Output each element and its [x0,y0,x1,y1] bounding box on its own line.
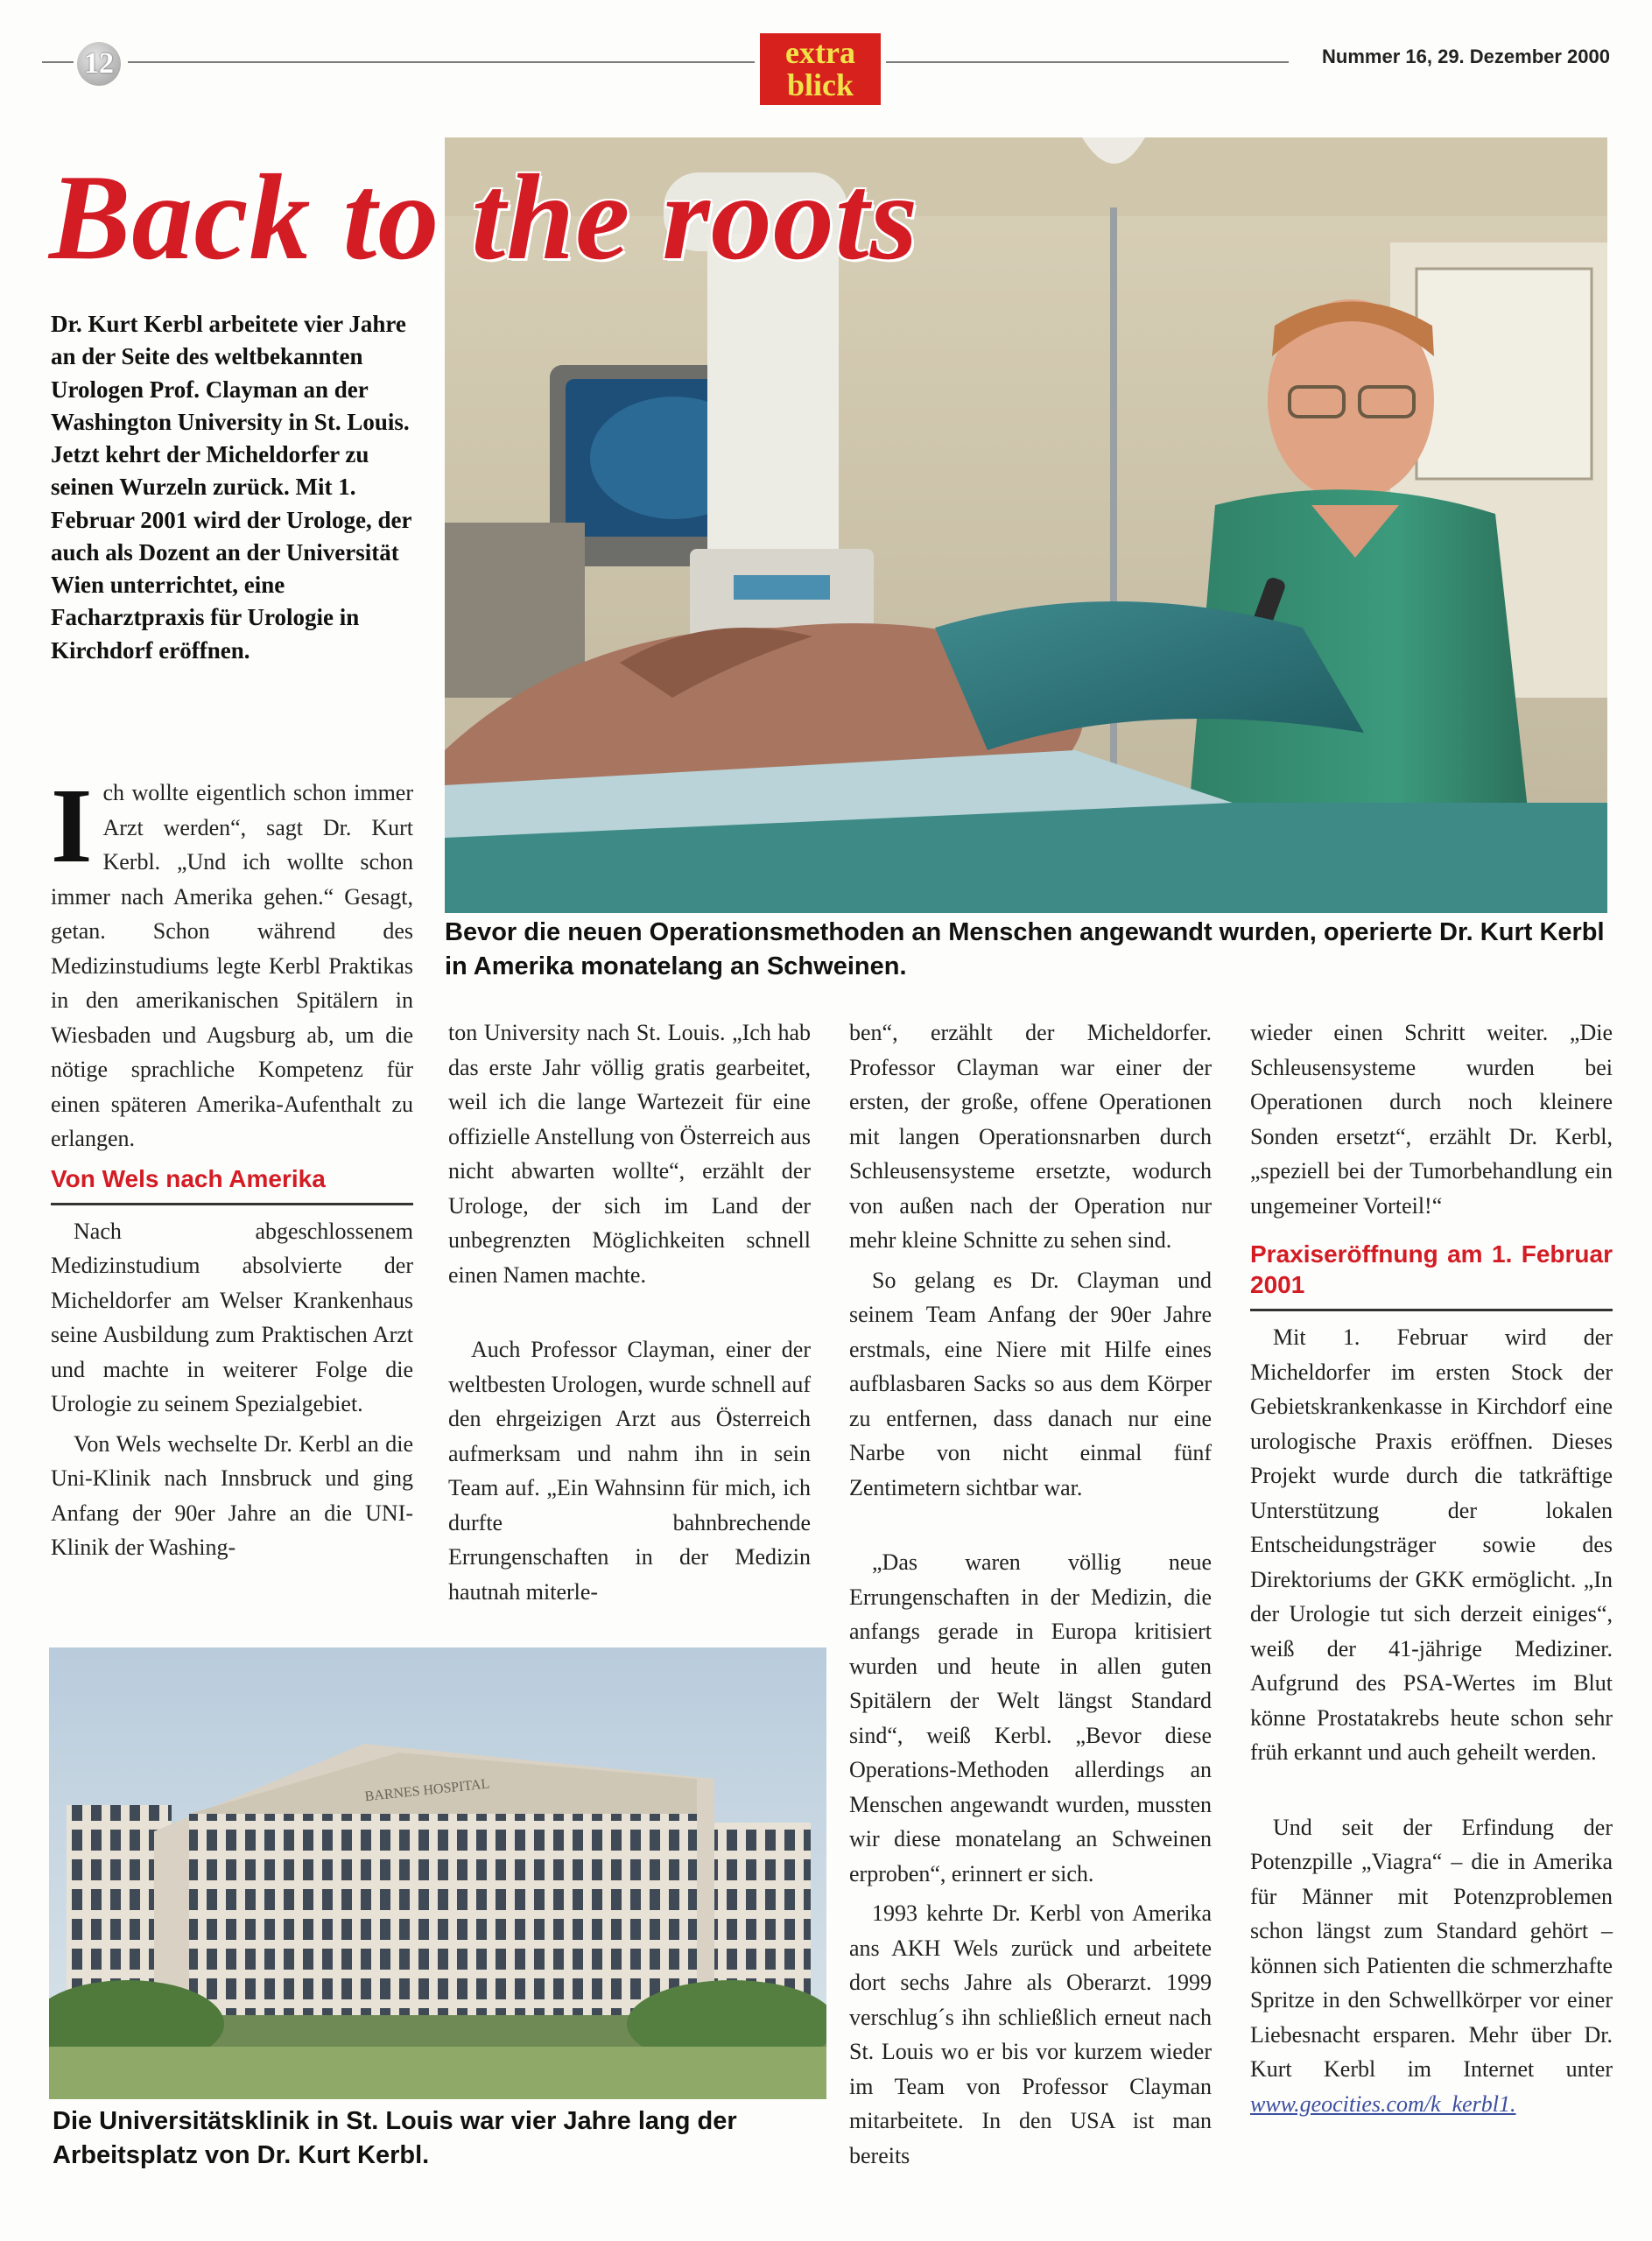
column-1-paragraph: Von Wels wechselte Dr. Kerbl an die Uni-Klinik nach Innsbruck und ging Anfang der 90er Jahre an die UNI-Klinik der Washing- [51,1430,413,1561]
hospital-building-illustration [49,1647,826,2099]
column-3-paragraph: ben“, erzählt der Micheldorfer. Professor Clayman war einer der ersten, der große, offene Operationen mit langen Operationsnarben durch Schleusensysteme ersetzte, wodurch von außen nach der Operation nur mehr kleine Schnitte zu sehen sind. [849,1020,1212,1254]
issue-date: Nummer 16, 29. Dezember 2000 [1322,46,1610,67]
article-column-2 [448,1015,811,1614]
page-number: 12 [77,42,121,86]
subhead-von-wels: Von Wels nach Amerika [51,1164,326,1192]
header-rule-right [886,61,1289,63]
column-4-paragraph-text: Und seit der Erfindung der Potenzpille „Viagra“ – die in Amerika für Männer mit Potenzproblemen schon längst zum Standard gehört – können sich Patienten die schmerzhafte Spritze in den Schwellkörper vor einer Liebesnacht ersparen. Mehr über Dr. Kurt Kerbl im Internet unter [1250,1814,1613,2083]
hospital-photo [49,1647,826,2099]
header-rule-left [42,61,74,63]
column-2-paragraph: ton University nach St. Louis. „Ich hab das erste Jahr völlig gratis gearbeitet, weil ich die lange Wartezeit für eine offizielle Anstellung von Österreich aus nicht abwarten wollte“, erzählt der Urologe, der sich im Land der unbegrenzten Möglichkeiten schnell einen Namen machte. [448,1020,811,1288]
column-3-paragraph: So gelang es Dr. Clayman und seinem Team Anfang der 90er Jahre erstmals, eine Niere mit Hilfe eines aufblasbaren Sacks so aus dem Körper zu entfernen, dass danach nur eine Narbe von nicht einmal fünf Zentimetern sichtbar war. [849,1267,1212,1500]
article-column-4 [1250,1015,1613,2126]
column-4-paragraph [1250,1810,1613,2122]
column-3-paragraph: „Das waren völlig neue Errungenschaften in der Medizin, die anfangs gerade in Europa kritisiert wurden und heute in allen guten Spitälern der Welt längst Standard sind“, weiß Kerbl. „Bevor diese Operations-Methoden allerdings an Menschen angewandt wurden, mussten wir diese monatelang an Schweinen erproben“, erinnert er sich. [849,1549,1212,1886]
subhead-underline [51,1203,413,1205]
lead-paragraph: Dr. Kurt Kerbl arbeitete vier Jahre an der Seite des weltbekannten Urologen Prof. Clayman an der Washington University in St. Louis. Jetzt kehrt der Micheldorfer zu seinen Wurzeln zurück. Mit 1. Februar 2001 wird der Urologe, der auch als Dozent an der Universität Wien unterrichtet, eine Facharztpraxis für Urologie in Kirchdorf eröffnen. [51,311,411,664]
hospital-sign: BARNES HOSPITAL [363,1776,491,1805]
extra-blick-logo [760,33,881,105]
column-1-opening [51,767,413,1156]
subhead-praxiseroeffnung: Praxiseröffnung am 1. Februar 2001 [1250,1240,1613,1299]
column-2-paragraph: Auch Professor Clayman, einer der weltbesten Urologen, wurde schnell auf den ehrgeizigen Arzt aus Österreich aufmerksam und nahm ihn in sein Team auf. „Ein Wahnsinn für mich, ich durfte bahnbrechende Errungenschaften in der Medizin hautnah miterle- [448,1337,811,1605]
bottom-photo-caption: Die Universitätsklinik in St. Louis war vier Jahre lang der Arbeitsplatz von Dr. Kurt Kerbl. [53,2107,737,2170]
dropcap: I [51,767,93,885]
logo-line-2: blick [786,67,854,102]
top-photo-caption: Bevor die neuen Operationsmethoden an Menschen angewandt wurden, operierte Dr. Kurt Kerbl in Amerika monatelang an Schweinen. [445,918,1605,981]
header-rule-middle [128,61,755,63]
article-column-3 [849,1015,1212,2179]
article-column-1 [51,767,413,1570]
column-4-paragraph: wieder einen Schritt weiter. „Die Schleusensysteme wurden bei Operationen durch noch kleinere Sonden ersetzt“, erzählt Dr. Kerbl, „speziell bei der Tumorbehandlung ein ungemeiner Vorteil!“ [1250,1020,1613,1219]
headline: Back to the roots [49,150,919,285]
column-4-paragraph: Mit 1. Februar wird der Micheldorfer im ersten Stock der Gebietskrankenkasse in Kirchdorf eine urologische Praxis eröffnen. Dieses Projekt wurde durch die tatkräftige Unterstützung der lokalen Entscheidungsträger sowie des Direktoriums der GKK ermöglicht. „In der Urologie tut sich derzeit einiges“, weiß der 41-jährige Mediziner. Aufgrund des PSA-Wertes im Blut könne Prostatakrebs heute schon sehr früh erkannt und auch geheilt werden. [1250,1324,1613,1766]
column-3-paragraph: 1993 kehrte Dr. Kerbl von Amerika ans AKH Wels zurück und arbeitete dort sechs Jahre als Oberarzt. 1999 verschlug´s ihn schließlich erneut nach St. Louis wo er bis vor kurzem wieder im Team von Professor Clayman mitarbeitete. In den USA ist man bereits [849,1900,1212,2168]
logo-line-1: extra [785,35,855,70]
column-1-paragraph: Nach abgeschlossenem Medizinstudium absolvierte der Micheldorfer am Welser Krankenhaus seine Ausbildung zum Praktischen Arzt und machte in weiterer Folge die Urologie zu seinem Spezialgebiet. [51,1218,413,1417]
column-1-paragraph: ch wollte eigentlich schon immer Arzt werden“, sagt Dr. Kurt Kerbl. „Und ich wollte schon immer nach Amerika gehen.“ Gesagt, getan. Schon während des Medizinstudiums legte Kerbl Praktikas in den amerikanischen Spitälern in Wiesbaden und Augsburg ab, um die nötige sprachliche Kompetenz für einen späteren Amerika-Aufenthalt zu erlangen. [51,780,413,1152]
website-link[interactable]: www.geocities.com/k_kerbl1. [1250,2090,1516,2117]
subhead-underline [1250,1309,1613,1311]
